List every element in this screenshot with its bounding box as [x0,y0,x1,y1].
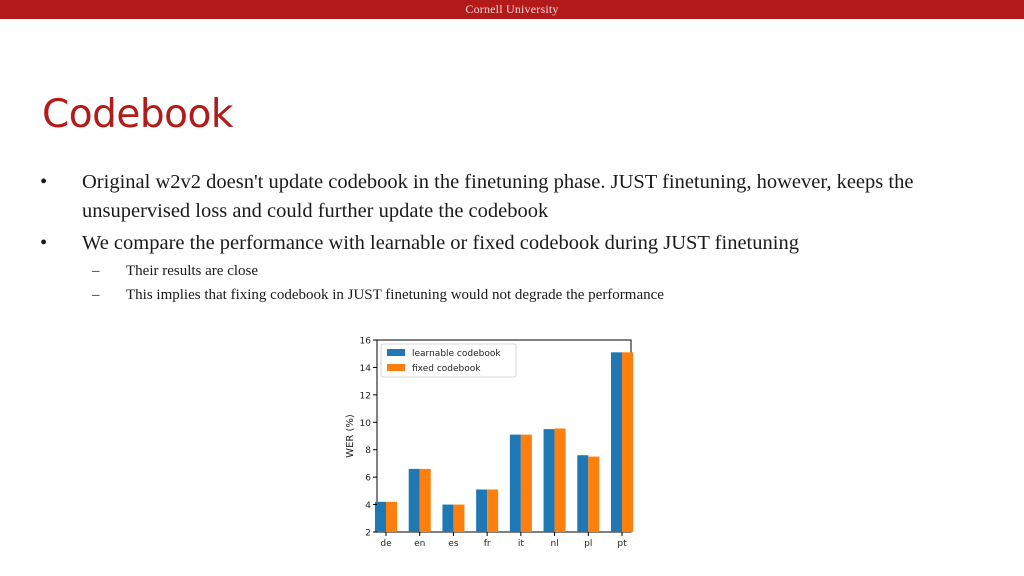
slide-title: Codebook [42,92,233,137]
bullet-marker: • [40,171,48,193]
bullet-item [40,168,990,226]
bar-pt-fixed [622,352,633,532]
bullet-marker: • [40,232,48,254]
bullet-text: We compare the performance with learnable or fixed codebook during JUST finetuning [82,232,799,254]
wer-bar-chart [336,328,636,550]
x-tick-label: en [414,539,426,549]
bar-pl-learnable [577,455,588,532]
bullet-list [40,168,990,309]
bar-es-fixed [453,505,464,532]
bar-pl-fixed [588,457,599,532]
bar-en-learnable [409,469,420,532]
sub-bullet-marker: – [92,287,100,303]
sub-bullet-text: This implies that fixing codebook in JUST finetuning would not degrade the performance [126,287,664,303]
legend-label: fixed codebook [412,364,481,374]
y-tick-label: 14 [359,363,371,374]
legend-swatch [387,364,405,371]
bar-nl-learnable [544,429,555,532]
bar-pt-learnable [611,352,622,532]
top-banner [0,0,1024,19]
bar-it-fixed [521,435,532,532]
bullet-item [40,229,990,258]
sub-bullet-text: Their results are close [126,263,259,279]
y-tick-label: 8 [365,446,371,457]
legend-swatch [387,349,405,356]
institution-name: Cornell University [465,2,559,16]
bullet-text: Original w2v2 doesn't update codebook in the finetuning phase. JUST finetuning, however, keeps the unsupervised loss and could further update the codebook [82,171,914,222]
bar-fr-fixed [487,489,498,532]
x-tick-label: it [517,539,524,549]
sub-bullet-item [40,285,990,305]
bar-it-learnable [510,435,521,532]
x-tick-label: pt [617,539,627,549]
y-tick-label: 16 [359,336,371,347]
legend-label: learnable codebook [412,349,501,359]
bar-de-fixed [386,502,397,532]
x-tick-label: fr [483,539,491,549]
sub-bullet-item [40,261,990,281]
y-tick-label: 10 [359,418,371,429]
bar-en-fixed [420,469,431,532]
y-tick-label: 2 [365,528,371,539]
x-tick-label: de [380,539,392,549]
bar-es-learnable [442,505,453,532]
sub-bullet-marker: – [92,263,100,279]
bar-de-learnable [375,502,386,532]
x-tick-label: nl [550,539,559,549]
y-tick-label: 6 [365,473,371,484]
chart-legend [381,344,516,377]
bar-fr-learnable [476,489,487,532]
y-tick-label: 12 [359,391,371,402]
y-axis-label: WER (%) [345,414,356,458]
x-tick-label: es [448,539,459,549]
x-tick-label: pl [584,539,593,549]
y-tick-label: 4 [365,501,371,512]
bar-nl-fixed [555,428,566,532]
